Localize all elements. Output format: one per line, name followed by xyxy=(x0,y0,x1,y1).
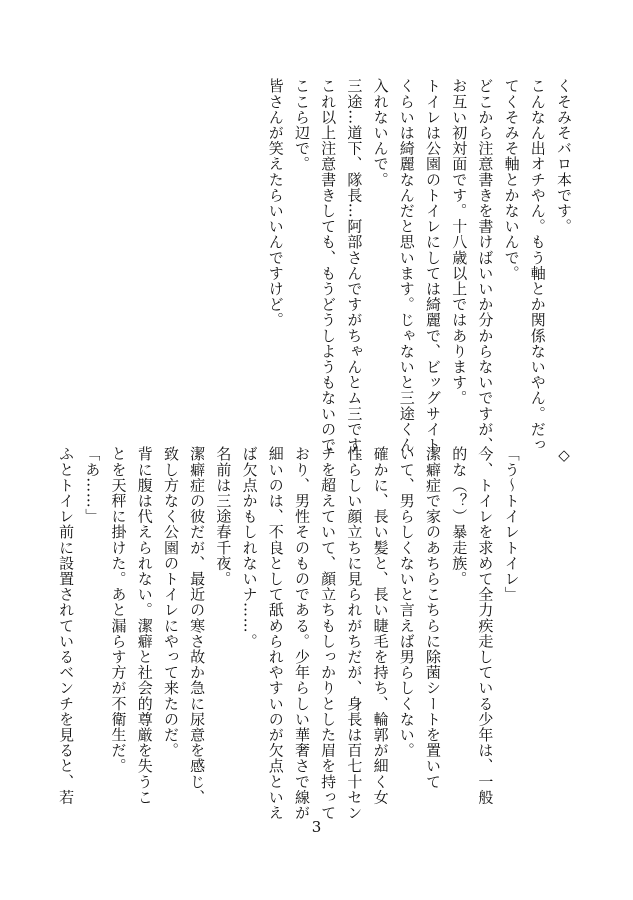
text-line: チを超えていて、顔立ちもしっかりとした眉を持って xyxy=(319,446,338,821)
text-line: いて、男らしくないと言えば男らしくない。 xyxy=(397,446,416,758)
text-line: くらいは綺麗なんだと思います。じゃないと三途くん xyxy=(397,78,416,453)
blank-line xyxy=(525,446,551,791)
text-line: ば欠点かもしれないナ……。 xyxy=(240,446,259,649)
text-line: 的な（？）暴走族。 xyxy=(450,446,469,587)
text-line: 細いのは、不良として舐められやすいのが欠点といえ xyxy=(266,446,285,821)
section-marker: ◇ xyxy=(555,446,573,465)
text-line: 「う〜トイレトイレ」 xyxy=(502,446,521,602)
text-line: 性らしい顔立ちに見られがちだが、身長は百七十セン xyxy=(345,446,364,821)
story-text-block xyxy=(53,446,577,821)
text-line: 名前は三途春千夜。 xyxy=(214,446,233,587)
text-line: どこから注意書きを書けばいいか分からないですが、 xyxy=(476,78,495,453)
text-line: お互い初対面です。十八歳以上ではあります。 xyxy=(450,78,469,406)
text-line: 潔癖症で家のあちらこちらに除菌シートを置いて xyxy=(423,446,442,790)
text-line: とを天秤に掛けた。あと漏らす方が不衛生だ。 xyxy=(109,446,128,774)
text-line: 「あ……」 xyxy=(83,446,102,524)
text-line: こんなん出オチやん。もう軸とか関係ないやん。だっ xyxy=(528,78,547,453)
text-line: 潔癖症の彼だが、最近の寒さ故か急に尿意を感じ、 xyxy=(188,446,207,805)
text-line: 今、トイレを求めて全力疾走している少年は、一般 xyxy=(476,446,495,805)
text-line: 三途…道下、隊長…阿部さんですがちゃんとム三です。 xyxy=(345,78,364,468)
text-line: ふとトイレ前に設置されているベンチを見ると、若 xyxy=(57,446,76,805)
text-line: おり、男性そのものである。少年らしい華奢さで線が xyxy=(292,446,311,821)
text-line: ここら辺で。 xyxy=(292,78,311,172)
text-line: 入れないんで。 xyxy=(371,78,390,188)
text-line: トイレは公園のトイレにしては綺麗で、ビッグサイト xyxy=(423,78,442,453)
foreword-text-block xyxy=(263,78,577,468)
text-line: てくそみそ軸とかないんで。 xyxy=(502,78,521,281)
text-line: 致し方なく公園のトイレにやって来たのだ。 xyxy=(161,446,180,758)
text-line: 背に腹は代えられない。潔癖と社会的尊厳を失うこ xyxy=(135,446,154,805)
text-line: くそみそバロ本です。 xyxy=(555,78,573,234)
text-line: 確かに、長い髪と、長い睫毛を持ち、輪郭が細く女 xyxy=(371,446,390,805)
page-number: 3 xyxy=(311,818,322,836)
text-line: 皆さんが笑えたらいいんですけど。 xyxy=(266,78,285,328)
text-line: これ以上注意書きしても、もうどうしようもないので xyxy=(319,78,338,453)
